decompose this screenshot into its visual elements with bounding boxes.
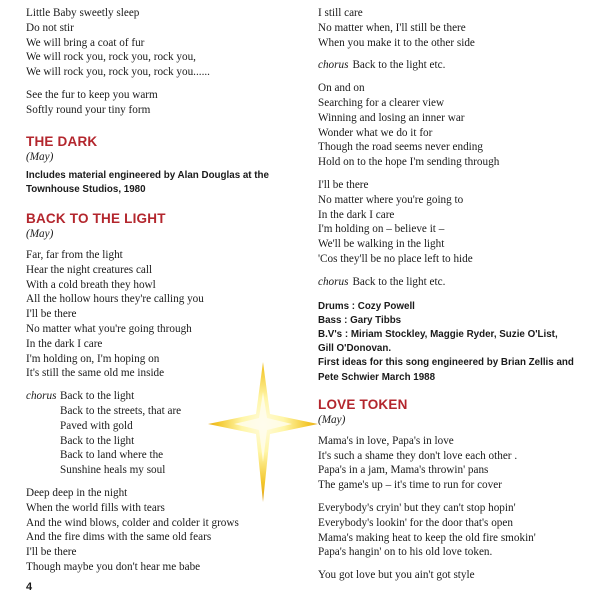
lyric-line: I'll be there (318, 178, 369, 191)
star-icon (208, 362, 318, 502)
lyric-line: In the dark I care (318, 208, 395, 221)
chorus-label: chorus (318, 59, 349, 72)
page-number: 4 (26, 581, 33, 593)
lyric-line: Mama's in love, Papa's in love (318, 434, 454, 447)
lyric-line: Mama's making heat to keep the old fire smokin' (318, 531, 536, 544)
lyric-line: Though maybe you don't hear me babe (26, 560, 201, 573)
lyric-line: Papa's hangin' on to his old love token. (318, 546, 493, 559)
lyric-line: Papa's in a jam, Mama's throwin' pans (318, 464, 489, 477)
lyric-line: Deep deep in the night (26, 486, 128, 499)
lyric-line: I'm holding on – believe it – (318, 223, 445, 236)
lyric-line: Searching for a clearer view (318, 96, 445, 109)
lyric-line: Back to the light (60, 434, 135, 447)
lullaby-stanza-1 (26, 6, 296, 80)
chorus-reference (318, 58, 593, 73)
love-token-verse-1 (318, 434, 593, 493)
chorus-label: chorus (318, 275, 349, 288)
verse-3 (318, 81, 593, 170)
lyric-line: We will bring a coat of fur (26, 36, 145, 49)
lyric-line: The game's up – it's time to run for cover (318, 479, 502, 492)
lyric-line: Far, far from the light (26, 248, 123, 261)
credit-line: Gill O'Donovan. (318, 343, 392, 355)
lyric-line: No matter what you're going through (26, 322, 192, 335)
lyric-line: Everybody's cryin' but they can't stop hopin' (318, 501, 516, 514)
chorus-lines (60, 389, 181, 478)
lyric-line: Little Baby sweetly sleep (26, 7, 140, 19)
continued-stanza (318, 6, 593, 50)
lyric-line: Hear the night creatures call (26, 263, 153, 276)
lyric-line: Back to the streets, that are (60, 404, 182, 417)
lyric-line: Paved with gold (60, 419, 133, 432)
lyric-line: All the hollow hours they're calling you (26, 293, 204, 306)
chorus-reference (318, 275, 593, 290)
song-title-back-to-the-light: BACK TO THE LIGHT (26, 210, 166, 226)
lyric-line: Hold on to the hope I'm sending through (318, 156, 500, 169)
verse-4 (318, 178, 593, 267)
lyric-line: It's such a shame they don't love each other . (318, 449, 518, 462)
lyric-line: Everybody's lookin' for the door that's open (318, 516, 513, 529)
lyric-line: In the dark I care (26, 337, 103, 350)
lyric-line: Though the road seems never ending (318, 141, 483, 154)
lyric-line: And the fire dims with the same old fears (26, 531, 212, 544)
lyric-line: On and on (318, 82, 365, 95)
credit-line: Pete Schwier March 1988 (318, 371, 436, 383)
lyric-line: No matter where you're going to (318, 193, 464, 206)
lyric-line: Do not stir (26, 21, 74, 34)
love-token-verse-2 (318, 501, 593, 560)
lyric-line: I'll be there (26, 308, 77, 321)
song-author: (May) (26, 227, 54, 240)
chorus-text: Back to the light etc. (352, 59, 446, 72)
lyric-line: I'm holding on, I'm hoping on (26, 352, 160, 365)
lyric-line: Wonder what we do it for (318, 126, 433, 139)
lyric-line: When the world fills with tears (26, 501, 165, 514)
credit-line: Includes material engineered by Alan Douglas at the (26, 169, 269, 181)
love-token-verse-3 (318, 568, 593, 583)
lyric-line: See the fur to keep you warm (26, 88, 158, 101)
lyric-line: Softly round your tiny form (26, 103, 151, 116)
chorus-text: Back to the light etc. (352, 275, 446, 288)
lyric-line: 'Cos they'll be no place left to hide (318, 252, 473, 265)
song-title-love-token: LOVE TOKEN (318, 396, 408, 412)
lyric-line: When you make it to the other side (318, 36, 475, 49)
chorus-label: chorus (26, 390, 57, 403)
lyric-line: It's still the same old me inside (26, 367, 165, 380)
credit-line: First ideas for this song engineered by Brian Zellis and (318, 357, 574, 369)
lyric-line: With a cold breath they howl (26, 278, 156, 291)
credit-line: Townhouse Studios, 1980 (26, 183, 146, 195)
lyric-line: And the wind blows, colder and colder it grows (26, 516, 239, 529)
lyric-line: Winning and losing an inner war (318, 111, 465, 124)
song-title-the-dark: THE DARK (26, 133, 98, 149)
lyric-line: We will rock you, rock you, rock you, (26, 51, 196, 64)
lyric-line: I'll be there (26, 546, 77, 559)
song-author: (May) (318, 413, 346, 426)
lyric-line: I still care (318, 7, 363, 19)
credit-line: Bass : Gary Tibbs (318, 314, 402, 326)
lyric-line: Back to the light (60, 390, 135, 403)
lyric-line: Back to land where the (60, 449, 164, 462)
right-column (318, 6, 593, 583)
song-author: (May) (26, 150, 54, 163)
credits (318, 300, 593, 385)
lyric-line: No matter when, I'll still be there (318, 21, 466, 34)
lullaby-stanza-2 (26, 88, 296, 118)
lyric-line: We'll be walking in the light (318, 238, 445, 251)
lyric-line: We will rock you, rock you, rock you...... (26, 66, 210, 79)
lyric-line: You got love but you ain't got style (318, 569, 475, 582)
credit-line: B.V's : Miriam Stockley, Maggie Ryder, Suzie O'List, (318, 328, 558, 340)
credit-line: Drums : Cozy Powell (318, 300, 415, 312)
lyric-line: Sunshine heals my soul (60, 464, 166, 477)
